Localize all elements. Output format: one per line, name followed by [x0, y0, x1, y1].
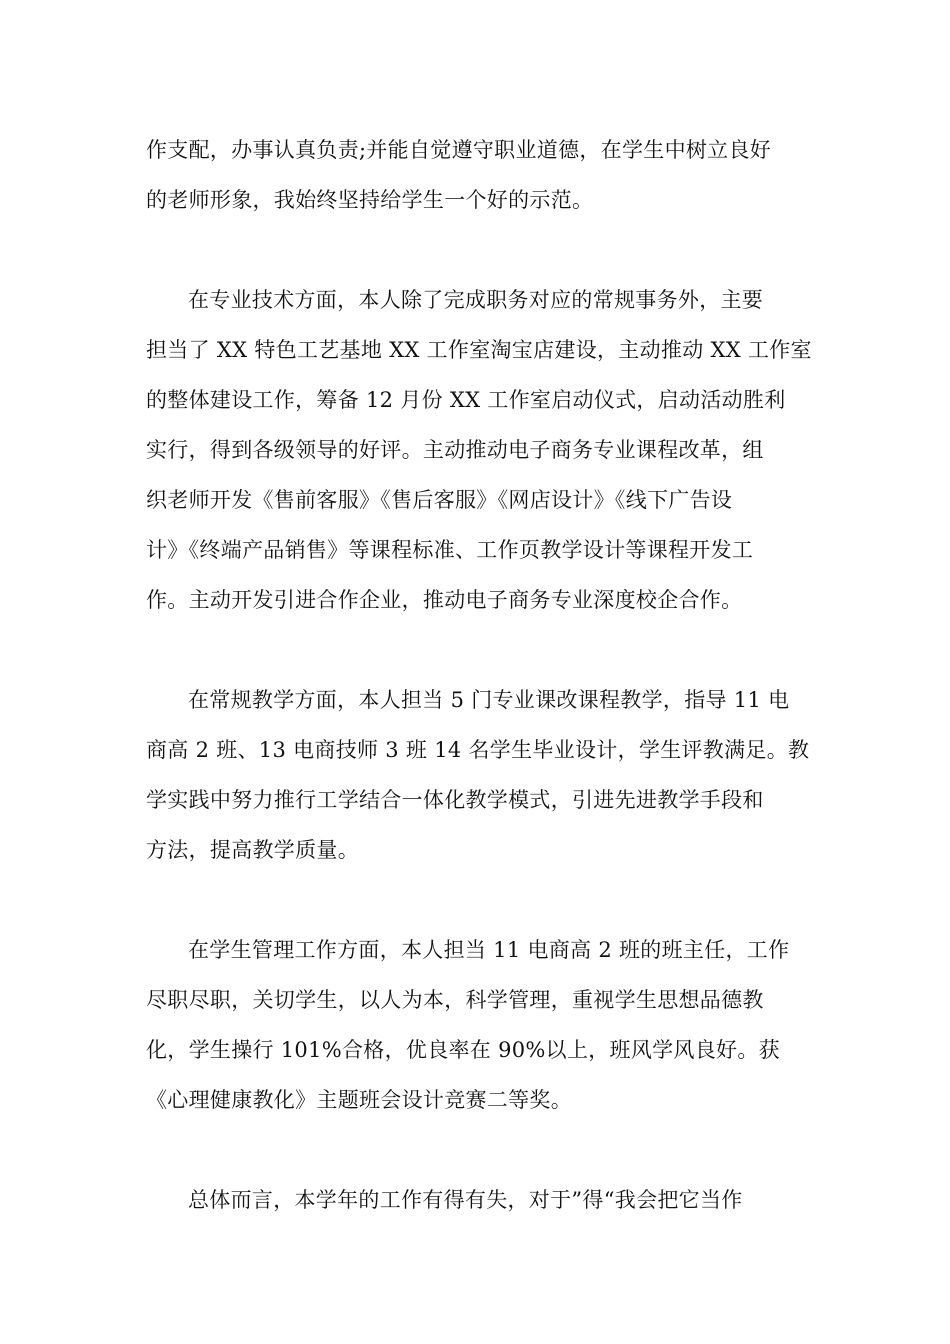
paragraph-4-line-4: 《心理健康教化》主题班会设计竞赛二等奖。: [146, 1088, 572, 1112]
paragraph-1-line-1: 作支配，办事认真负责;并能自觉遵守职业道德，在学生中树立良好: [146, 138, 772, 162]
paragraph-5-line-1: 总体而言，本学年的工作有得有失，对于”得“我会把它当作: [188, 1188, 743, 1212]
paragraph-1-line-2: 的老师形象，我始终坚持给学生一个好的示范。: [146, 188, 594, 212]
paragraph-3-line-2: 商高 2 班、13 电商技师 3 班 14 名学生毕业设计，学生评教满足。教: [146, 738, 810, 762]
paragraph-3-line-1: 在常规教学方面，本人担当 5 门专业课改课程教学，指导 11 电: [188, 688, 790, 712]
paragraph-3-line-3: 学实践中努力推行工学结合一体化教学模式，引进先进教学手段和: [146, 788, 764, 812]
paragraph-2-line-5: 织老师开发《售前客服》《售后客服》《网店设计》《线下广告设: [146, 488, 733, 512]
paragraph-3-line-4: 方法，提高教学质量。: [146, 838, 359, 862]
paragraph-2-line-7: 作。主动开发引进合作企业，推动电子商务专业深度校企合作。: [146, 588, 743, 612]
paragraph-2-line-4: 实行，得到各级领导的好评。主动推动电子商务专业课程改革，组: [146, 438, 764, 462]
paragraph-4-line-1: 在学生管理工作方面，本人担当 11 电商高 2 班的班主任，工作: [188, 938, 790, 962]
paragraph-2-line-3: 的整体建设工作，筹备 12 月份 XX 工作室启动仪式，启动活动胜利: [146, 388, 786, 412]
paragraph-4-line-2: 尽职尽职，关切学生，以人为本，科学管理，重视学生思想品德教: [146, 988, 764, 1012]
paragraph-4-line-3: 化，学生操行 101%合格，优良率在 90%以上，班风学风良好。获: [146, 1038, 780, 1062]
paragraph-2-line-2: 担当了 XX 特色工艺基地 XX 工作室淘宝店建设，主动推动 XX 工作室: [146, 338, 812, 362]
paragraph-2-line-1: 在专业技术方面，本人除了完成职务对应的常规事务外，主要: [188, 288, 764, 312]
paragraph-2-line-6: 计》《终端产品销售》等课程标准、工作页教学设计等课程开发工: [146, 538, 754, 562]
